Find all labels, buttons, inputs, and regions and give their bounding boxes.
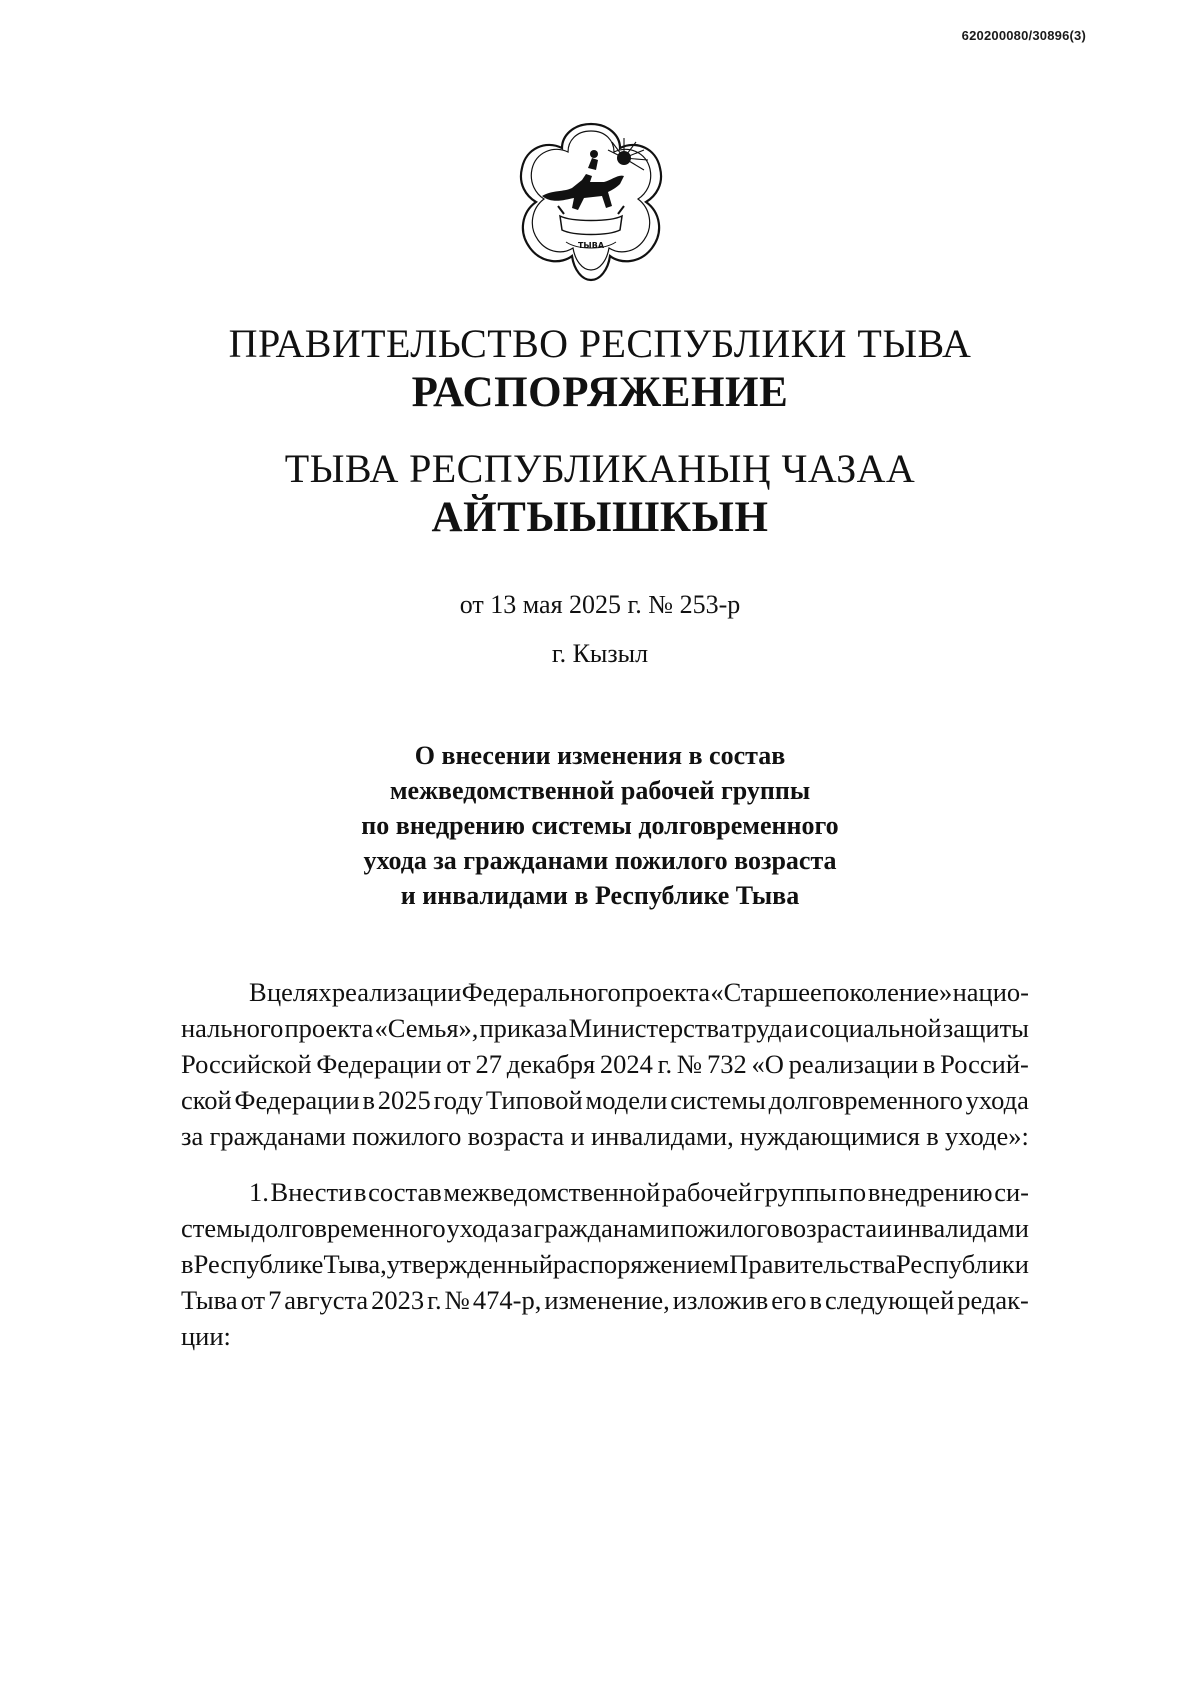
text-line	[181, 974, 1029, 1010]
word: Министерства	[568, 1013, 731, 1043]
word: г.	[657, 1049, 673, 1079]
word: реализации	[788, 1049, 919, 1079]
word: межведомственной	[443, 1177, 661, 1207]
word: системы	[670, 1085, 766, 1115]
word: нацио-	[952, 977, 1029, 1007]
word: в	[809, 1285, 822, 1315]
word: защиты	[942, 1013, 1029, 1043]
word: стемы	[181, 1213, 251, 1243]
title-line: межведомственной рабочей группы	[389, 776, 811, 805]
word: проекта	[621, 977, 711, 1007]
word: Тыва	[181, 1285, 238, 1315]
word: Республике	[193, 1249, 324, 1279]
word: 2023	[371, 1285, 425, 1315]
word: группы	[753, 1177, 838, 1207]
word: «Семья»,	[374, 1013, 479, 1043]
word: в	[362, 1085, 375, 1115]
decree-date-number: от 13 мая 2025 г. № 253-р	[459, 590, 741, 619]
word: модели	[585, 1085, 668, 1115]
text-line	[181, 1246, 1029, 1282]
word: труда	[731, 1013, 794, 1043]
tuva-emblem-icon	[512, 118, 670, 284]
word: инвалидами,	[590, 1121, 734, 1151]
word: целях	[266, 977, 332, 1007]
word: 474-р,	[472, 1285, 542, 1315]
word: в	[181, 1249, 194, 1279]
word: Республики	[896, 1249, 1029, 1279]
word: Типовой	[485, 1085, 583, 1115]
word: Тыва,	[323, 1249, 387, 1279]
word: В	[249, 977, 267, 1007]
word: возраста	[467, 1121, 565, 1151]
word: его	[771, 1285, 807, 1315]
title-line: О внесении изменения в состав	[414, 741, 786, 770]
word: за	[181, 1121, 204, 1151]
word: изложив	[672, 1285, 769, 1315]
word: г.	[427, 1285, 442, 1315]
word: пожилого	[352, 1121, 462, 1151]
word: в	[926, 1121, 939, 1151]
word: 2025	[377, 1085, 431, 1115]
word: Россий-	[940, 1049, 1029, 1079]
decree-type-tyv: АЙТЫЫШКЫН	[431, 494, 769, 541]
word: от	[446, 1049, 471, 1079]
government-name-tyv: ТЫВА РЕСПУБЛИКАНЫҢ ЧАЗАА	[284, 446, 916, 491]
text-line	[181, 1010, 1029, 1046]
word: гражданами	[209, 1121, 346, 1151]
word: пожилого	[670, 1213, 780, 1243]
word: изменение,	[544, 1285, 670, 1315]
word: поколение»	[822, 977, 953, 1007]
word: Федерации	[316, 1049, 442, 1079]
word: возраста	[780, 1213, 878, 1243]
word: нуждающимися	[740, 1121, 920, 1151]
word: нального	[181, 1013, 284, 1043]
decree-city: г. Кызыл	[551, 639, 649, 668]
word: по	[838, 1177, 867, 1207]
text-line	[181, 1210, 1029, 1246]
title-line: по внедрению системы долговременного	[361, 811, 839, 840]
text-line	[181, 1174, 1029, 1210]
word: в	[922, 1049, 936, 1079]
title-line: ухода за гражданами пожилого возраста	[363, 846, 837, 875]
word: внедрению	[867, 1177, 993, 1207]
word: Федерального	[461, 977, 621, 1007]
word: году	[433, 1085, 484, 1115]
text-line	[181, 1082, 1029, 1118]
word: уходе»:	[945, 1121, 1029, 1151]
word: долговременного	[768, 1085, 963, 1115]
word: ской	[181, 1085, 232, 1115]
word: за	[510, 1213, 533, 1243]
word: ухода	[446, 1213, 510, 1243]
word: инвалидами	[892, 1213, 1029, 1243]
word: си-	[994, 1177, 1029, 1207]
paragraph-item-1	[181, 1174, 1029, 1354]
word: Внести	[270, 1177, 353, 1207]
word: «О	[751, 1049, 784, 1079]
word: №	[676, 1049, 703, 1079]
government-name-ru: ПРАВИТЕЛЬСТВО РЕСПУБЛИКИ ТЫВА	[228, 321, 972, 366]
word: 2024	[599, 1049, 653, 1079]
word: ухода	[965, 1085, 1029, 1115]
word: Федерации	[234, 1085, 360, 1115]
paragraph-preamble	[181, 974, 1029, 1154]
word: приказа	[479, 1013, 568, 1043]
document-id-stamp: 620200080/30896(3)	[961, 28, 1086, 43]
word: и	[877, 1213, 893, 1243]
word: следующей	[824, 1285, 955, 1315]
word: реализации	[331, 977, 462, 1007]
decree-title	[0, 738, 1200, 913]
text-line	[181, 1046, 1029, 1082]
word: августа	[284, 1285, 369, 1315]
word: 1.	[249, 1177, 269, 1207]
word: в	[353, 1177, 367, 1207]
word: распоряжением	[552, 1249, 730, 1279]
word: состав	[368, 1177, 442, 1207]
word: долговременного	[251, 1213, 446, 1243]
word: редак-	[957, 1285, 1029, 1315]
word: и	[794, 1013, 809, 1043]
word: Правительства	[729, 1249, 896, 1279]
word: проекта	[284, 1013, 374, 1043]
word: 732	[706, 1049, 747, 1079]
word: и	[570, 1121, 585, 1151]
word: утвержденный	[386, 1249, 553, 1279]
word: декабря	[506, 1049, 596, 1079]
text-line	[181, 1118, 1029, 1154]
word: рабочей	[661, 1177, 753, 1207]
word: социальной	[809, 1013, 942, 1043]
title-line: и инвалидами в Республике Тыва	[400, 881, 800, 910]
word: 27	[475, 1049, 502, 1079]
word: 7	[268, 1285, 282, 1315]
text-line: ции:	[181, 1321, 231, 1351]
word: «Старшее	[710, 977, 822, 1007]
word: гражданами	[533, 1213, 670, 1243]
emblem-label: ТЫВА	[577, 241, 605, 250]
word: от	[240, 1285, 266, 1315]
decree-body	[181, 974, 1029, 1354]
word: №	[444, 1285, 470, 1315]
word: Российской	[181, 1049, 312, 1079]
decree-type-ru: РАСПОРЯЖЕНИЕ	[411, 369, 789, 416]
text-line	[181, 1282, 1029, 1318]
